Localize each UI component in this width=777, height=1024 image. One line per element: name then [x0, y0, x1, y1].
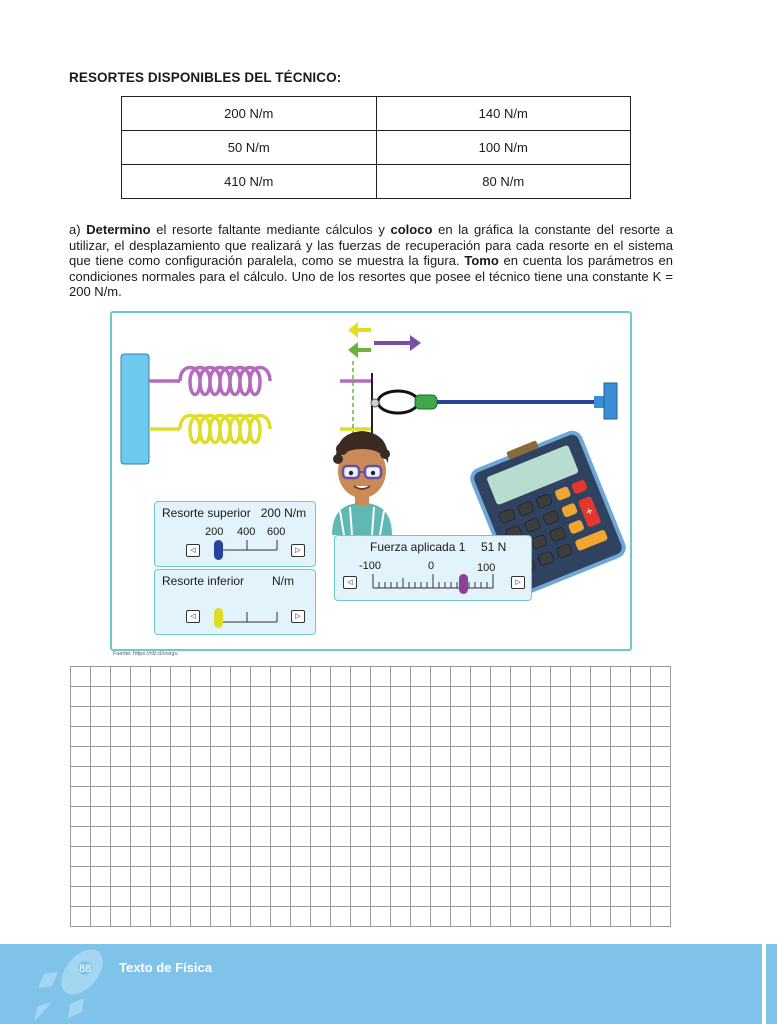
svg-text:+: + [583, 503, 596, 520]
force-slider-thumb[interactable] [459, 574, 468, 594]
decrement-button[interactable]: ◁ [343, 576, 357, 589]
lower-slider-track [155, 570, 315, 634]
book-title: Texto de Física [119, 960, 212, 975]
grab-handle[interactable] [415, 395, 437, 409]
rod-grip [604, 383, 617, 419]
para-text: en cuenta los parámetros en condiciones normales para el cálculo. Uno de los resortes que posee el técnico tiene una constante K = 200 N/m. [69, 253, 673, 300]
tick-label: 600 [267, 526, 286, 538]
rod-end [594, 396, 604, 408]
tick-label: -100 [359, 560, 382, 572]
springs-table [121, 96, 631, 199]
upper-spring-panel [154, 501, 316, 567]
table-row [122, 97, 631, 131]
pivot-icon [371, 399, 379, 407]
para-text: en la gráfica la constante del resorte a utilizar, el desplazamiento que realizará y las fuerzas de recuperación para cada resorte en el sistema que tiene como configuración paralela, como se muestra la figura. [69, 222, 673, 269]
wall-block [121, 354, 149, 464]
force-slider-track [335, 536, 531, 600]
decrement-button[interactable]: ◁ [186, 610, 200, 623]
answer-grid [70, 666, 671, 927]
table-cell: 80 N/m [376, 165, 631, 199]
table-cell: 140 N/m [376, 97, 631, 131]
arrow-yellow-icon [348, 322, 371, 338]
upper-slider-thumb[interactable] [214, 540, 223, 560]
upper-spring-label: Resorte superior [162, 506, 251, 520]
tick-label: 400 [237, 526, 256, 538]
force-label: Fuerza aplicada 1 [370, 540, 466, 554]
decrement-button[interactable]: ◁ [186, 544, 200, 557]
arrow-green-icon [348, 342, 371, 358]
para-text: el resorte faltante mediante cálculos y [150, 222, 391, 237]
para-bold: Tomo [464, 253, 499, 269]
table-row [122, 131, 631, 165]
lower-spring-label: Resorte inferior [162, 574, 245, 588]
increment-button[interactable]: ▷ [291, 610, 305, 623]
lower-spring-value: N/m [272, 574, 294, 588]
increment-button[interactable]: ▷ [291, 544, 305, 557]
lower-spring [149, 416, 372, 443]
para-text: a) [69, 222, 87, 237]
force-value: 51 N [481, 540, 507, 554]
rocket-icon [30, 946, 110, 1024]
student-character [332, 431, 392, 535]
lower-spring-panel [154, 569, 316, 635]
lower-slider-thumb[interactable] [214, 608, 223, 628]
section-heading: RESORTES DISPONIBLES DEL TÉCNICO: [69, 70, 342, 85]
para-bold: Determino [86, 222, 151, 237]
table-cell: 410 N/m [122, 165, 377, 199]
table-cell: 100 N/m [376, 131, 631, 165]
spring-simulation-figure [110, 311, 632, 651]
page-footer [0, 944, 762, 1024]
tick-label: 100 [477, 562, 496, 574]
tick-label: 0 [428, 560, 435, 572]
hook-ring [378, 391, 418, 413]
upper-spring [149, 368, 372, 395]
para-bold: coloco [390, 222, 433, 237]
page-footer-edge [766, 944, 777, 1024]
force-panel [334, 535, 532, 601]
upper-spring-value: 200 N/m [260, 506, 307, 520]
table-cell: 50 N/m [122, 131, 377, 165]
tick-label: 200 [205, 526, 224, 538]
table-cell: 200 N/m [122, 97, 377, 131]
table-row [122, 165, 631, 199]
instruction-paragraph [69, 222, 673, 300]
increment-button[interactable]: ▷ [511, 576, 525, 589]
page-number: 88 [79, 963, 92, 975]
arrow-purple-icon [374, 335, 421, 351]
figure-source: Fuente: https://n9.cl/vozgu [113, 651, 178, 657]
